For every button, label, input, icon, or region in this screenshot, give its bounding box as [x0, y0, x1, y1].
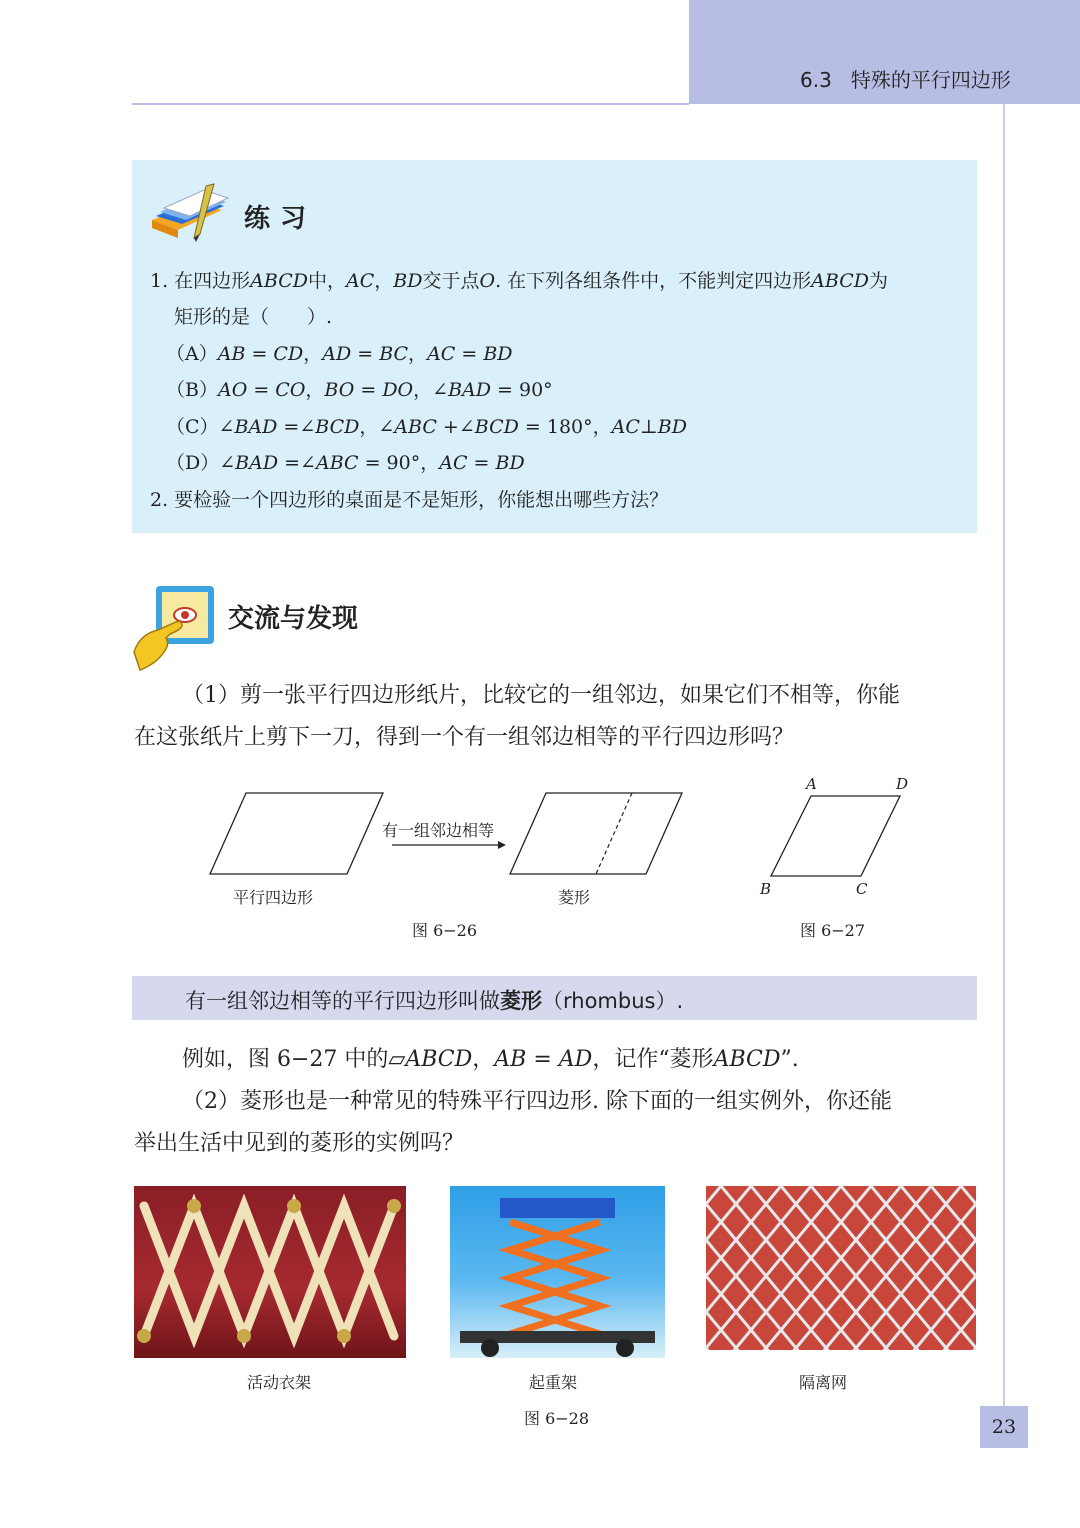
- definition-term: 菱形: [500, 989, 542, 1013]
- paragraph-1-line-1: （1）剪一张平行四边形纸片，比较它的一组邻边，如果它们不相等，你能: [182, 683, 900, 708]
- option-c: （C）∠BAD =∠BCD，∠ABC +∠BCD = 180°，AC⊥BD: [166, 416, 687, 438]
- scissor-lift-icon: [450, 1186, 665, 1358]
- figure-6-26-caption: 图 6−26: [412, 921, 478, 940]
- hanger-lattice-icon: [134, 1186, 406, 1358]
- point-d-label: D: [896, 775, 909, 793]
- option-d: （D）∠BAD =∠ABC = 90°，AC = BD: [166, 452, 525, 474]
- pointing-hand-icon: [130, 582, 220, 674]
- example-line: 例如，图 6−27 中的▱ABCD，AB = AD，记作“菱形ABCD”.: [182, 1047, 799, 1072]
- parallelogram-shape: [210, 793, 383, 874]
- point-b-label: B: [760, 880, 772, 898]
- point-a-label: A: [806, 775, 817, 793]
- hanger-label: 活动衣架: [247, 1373, 312, 1392]
- header-title: [800, 64, 1011, 93]
- lift-photo: [450, 1186, 665, 1358]
- point-c-label: C: [856, 880, 868, 898]
- definition-text: 有一组邻边相等的平行四边形叫做菱形（rhombus）.: [185, 989, 684, 1013]
- section-title: 特殊的平行四边形: [850, 68, 1011, 92]
- paragraph-2-line-1: （2）菱形也是一种常见的特殊平行四边形. 除下面的一组实例外，你还能: [182, 1089, 892, 1114]
- side-rule: [1003, 104, 1005, 1414]
- diamond-mesh-icon: [706, 1186, 976, 1350]
- arrow-head: [498, 841, 506, 849]
- rhombus-abcd-shape: [771, 796, 900, 876]
- arrow-label: 有一组邻边相等: [382, 821, 495, 840]
- question-2: 2. 要检验一个四边形的桌面是不是矩形，你能想出哪些方法？: [150, 489, 669, 511]
- discover-title: 交流与发现: [228, 604, 359, 634]
- figure-6-27-drawing: [760, 790, 910, 880]
- lift-label: 起重架: [529, 1373, 578, 1392]
- mesh-label: 隔离网: [799, 1373, 848, 1392]
- option-b: （B）AO = CO，BO = DO，∠BAD = 90°: [166, 379, 553, 401]
- figure-6-28-caption: 图 6−28: [524, 1409, 590, 1428]
- page-number: 23: [991, 1416, 1017, 1438]
- option-a: （A）AB = CD，AD = BC，AC = BD: [166, 343, 513, 365]
- section-number: 6.3: [800, 68, 832, 92]
- book-pencil-icon: [148, 180, 234, 246]
- rhombus-cut-shape: [510, 793, 682, 874]
- rhombus-label: 菱形: [558, 888, 591, 907]
- cut-line: [596, 793, 632, 874]
- mesh-photo: [706, 1186, 976, 1350]
- header-rule: [132, 103, 689, 105]
- figure-6-27-caption: 图 6−27: [800, 921, 866, 940]
- paragraph-2-line-2: 举出生活中见到的菱形的实例吗？: [134, 1131, 465, 1156]
- question-1-line-1: 1. 在四边形ABCD中，AC，BD交于点O. 在下列各组条件中，不能判定四边形ABCD为: [150, 270, 888, 292]
- question-1-line-2: 矩形的是（ ）.: [174, 306, 333, 328]
- hanger-photo: [134, 1186, 406, 1358]
- paragraph-1-line-2: 在这张纸片上剪下一刀，得到一个有一组邻边相等的平行四边形吗？: [134, 725, 795, 750]
- parallelogram-label: 平行四边形: [233, 888, 314, 907]
- practice-title: 练习: [244, 204, 317, 234]
